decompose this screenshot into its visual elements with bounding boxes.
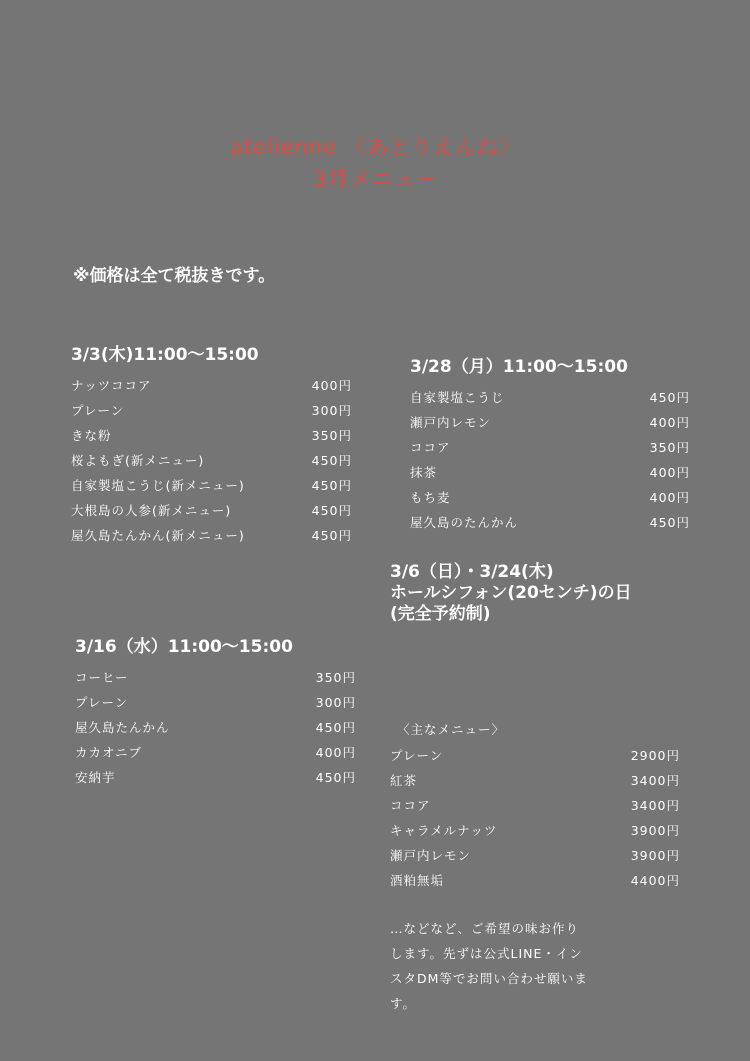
item-name: 抹茶 bbox=[410, 465, 438, 480]
page-title-line1: atelienne 〈あとりえんね〉 bbox=[229, 135, 521, 159]
item-name: プレーン bbox=[390, 748, 444, 763]
menu-row bbox=[75, 715, 356, 740]
item-name: きな粉 bbox=[71, 428, 112, 443]
page-title-line2: 3月メニュー bbox=[312, 167, 438, 191]
menu-row bbox=[71, 448, 352, 473]
item-name: プレーン bbox=[75, 695, 129, 710]
menu-whole-chiffon bbox=[390, 743, 680, 893]
menu-row bbox=[390, 743, 680, 768]
menu-row bbox=[390, 868, 680, 893]
item-name: 桜よもぎ(新メニュー) bbox=[71, 453, 205, 468]
heading-0316: 3/16（水）11:00〜15:00 bbox=[75, 637, 293, 657]
inquiry-line: します。先ずは公式LINE・イン bbox=[390, 946, 583, 961]
item-price: 450円 bbox=[311, 528, 352, 543]
menu-row bbox=[71, 423, 352, 448]
item-price: 3400円 bbox=[630, 798, 680, 813]
menu-row bbox=[71, 523, 352, 548]
item-name: もち麦 bbox=[410, 490, 451, 505]
item-price: 400円 bbox=[649, 415, 690, 430]
heading-0303: 3/3(木)11:00〜15:00 bbox=[71, 345, 259, 365]
item-name: 屋久島のたんかん bbox=[410, 515, 519, 530]
menu-row bbox=[410, 485, 690, 510]
item-name: 屋久島たんかん bbox=[75, 720, 170, 735]
menu-row bbox=[71, 498, 352, 523]
item-price: 2900円 bbox=[630, 748, 680, 763]
item-name: ココア bbox=[410, 440, 451, 455]
menu-row bbox=[71, 473, 352, 498]
item-name: 屋久島たんかん(新メニュー) bbox=[71, 528, 245, 543]
whole-chiffon-dates: 3/6（日）・3/24(木) bbox=[390, 562, 554, 582]
inquiry-note bbox=[390, 916, 620, 1016]
whole-chiffon-reservation: (完全予約制) bbox=[390, 604, 491, 624]
item-name: プレーン bbox=[71, 403, 125, 418]
item-name: 大根島の人参(新メニュー) bbox=[71, 503, 232, 518]
item-name: 紅茶 bbox=[390, 773, 418, 788]
item-price: 450円 bbox=[311, 478, 352, 493]
menu-0316 bbox=[75, 665, 356, 790]
item-name: 酒粕無垢 bbox=[390, 873, 445, 888]
item-price: 300円 bbox=[311, 403, 352, 418]
item-name: 自家製塩こうじ(新メニュー) bbox=[71, 478, 245, 493]
item-price: 400円 bbox=[311, 378, 352, 393]
menu-0328 bbox=[410, 385, 690, 535]
item-name: ココア bbox=[390, 798, 431, 813]
menu-row bbox=[410, 410, 690, 435]
item-price: 400円 bbox=[649, 490, 690, 505]
item-price: 400円 bbox=[649, 465, 690, 480]
item-name: 瀬戸内レモン bbox=[410, 415, 492, 430]
item-price: 350円 bbox=[649, 440, 690, 455]
item-price: 3400円 bbox=[630, 773, 680, 788]
item-price: 450円 bbox=[315, 770, 356, 785]
inquiry-line: …などなど、ご希望の味お作り bbox=[390, 921, 580, 936]
item-price: 3900円 bbox=[630, 823, 680, 838]
item-price: 450円 bbox=[311, 453, 352, 468]
item-price: 300円 bbox=[315, 695, 356, 710]
heading-whole-chiffon bbox=[390, 562, 632, 625]
menu-row bbox=[410, 510, 690, 535]
item-price: 4400円 bbox=[630, 873, 680, 888]
item-price: 450円 bbox=[649, 390, 690, 405]
item-name: コーヒー bbox=[75, 670, 129, 685]
menu-row bbox=[390, 843, 680, 868]
menu-row bbox=[390, 793, 680, 818]
item-name: ナッツココア bbox=[71, 378, 152, 393]
item-name: 安納芋 bbox=[75, 770, 116, 785]
item-name: カカオニブ bbox=[75, 745, 143, 760]
item-price: 350円 bbox=[315, 670, 356, 685]
whole-chiffon-title: ホールシフォン(20センチ)の日 bbox=[390, 583, 632, 603]
main-menu-subheading: 〈主なメニュー〉 bbox=[397, 722, 506, 737]
heading-0328: 3/28（月）11:00〜15:00 bbox=[410, 357, 628, 377]
menu-row bbox=[75, 665, 356, 690]
menu-row bbox=[75, 740, 356, 765]
item-price: 400円 bbox=[315, 745, 356, 760]
item-price: 3900円 bbox=[630, 848, 680, 863]
item-name: 自家製塩こうじ bbox=[410, 390, 505, 405]
menu-row bbox=[410, 385, 690, 410]
item-price: 450円 bbox=[315, 720, 356, 735]
menu-row bbox=[410, 460, 690, 485]
tax-note: ※価格は全て税抜きです。 bbox=[73, 266, 276, 286]
menu-0303 bbox=[71, 373, 352, 548]
inquiry-line: す。 bbox=[390, 996, 417, 1011]
item-price: 450円 bbox=[649, 515, 690, 530]
item-price: 350円 bbox=[311, 428, 352, 443]
menu-row bbox=[75, 765, 356, 790]
item-name: 瀬戸内レモン bbox=[390, 848, 472, 863]
inquiry-line: スタDM等でお問い合わせ願いま bbox=[390, 971, 588, 986]
menu-row bbox=[390, 768, 680, 793]
menu-row bbox=[75, 690, 356, 715]
menu-row bbox=[410, 435, 690, 460]
menu-row bbox=[390, 818, 680, 843]
menu-row bbox=[71, 373, 352, 398]
item-name: キャラメルナッツ bbox=[390, 823, 498, 838]
menu-row bbox=[71, 398, 352, 423]
item-price: 450円 bbox=[311, 503, 352, 518]
